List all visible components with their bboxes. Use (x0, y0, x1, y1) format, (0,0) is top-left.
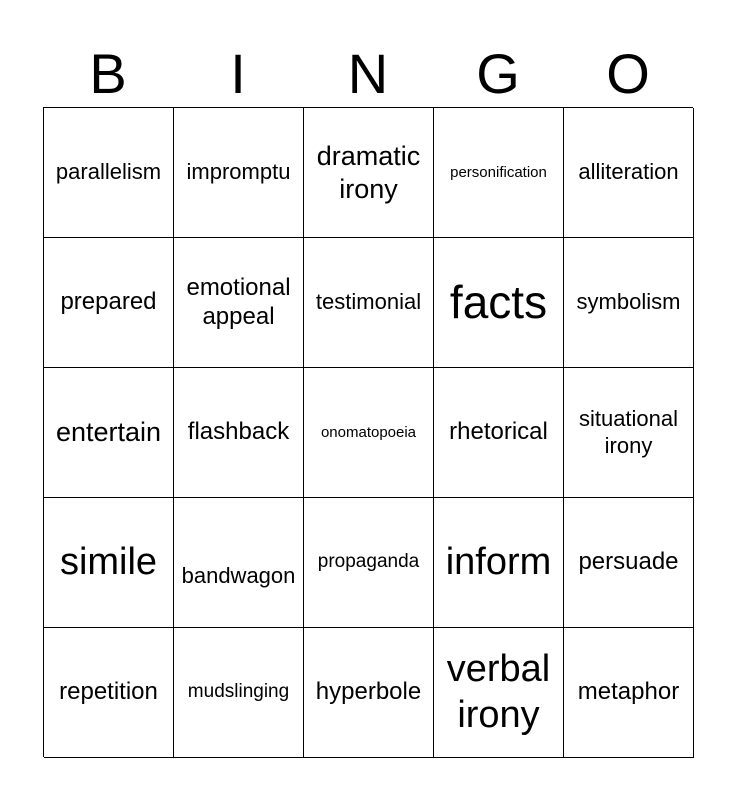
bingo-cell[interactable] (564, 108, 694, 238)
cell-text: onomatopoeia (320, 423, 417, 441)
cell-text: testimonial (315, 289, 422, 315)
bingo-cell[interactable] (174, 628, 304, 758)
cell-text: metaphor (577, 678, 680, 706)
cell-text: dramatic irony (316, 141, 421, 204)
bingo-cell[interactable] (564, 498, 694, 628)
bingo-cell[interactable] (44, 108, 174, 238)
header-letter-i: I (230, 42, 246, 105)
bingo-cell[interactable] (434, 238, 564, 368)
bingo-cell[interactable] (44, 498, 174, 628)
bingo-cell[interactable] (304, 628, 434, 758)
cell-text: persuade (578, 548, 679, 576)
cell-text: simile (59, 540, 158, 583)
bingo-cell[interactable] (434, 368, 564, 498)
cell-text: mudslinging (187, 681, 290, 703)
bingo-cell[interactable] (174, 498, 304, 628)
cell-text: parallelism (55, 159, 162, 185)
bingo-cell[interactable] (44, 368, 174, 498)
bingo-cell[interactable] (44, 628, 174, 758)
header-letter-b: B (89, 42, 127, 105)
cell-text: situational irony (578, 406, 679, 458)
cell-text: rhetorical (449, 418, 548, 446)
cell-text: personification (450, 163, 547, 181)
bingo-cell[interactable] (434, 498, 564, 628)
bingo-cell[interactable] (304, 238, 434, 368)
bingo-cell[interactable] (564, 628, 694, 758)
bingo-cell[interactable] (564, 368, 694, 498)
cell-text: symbolism (576, 289, 681, 315)
cell-text: verbal irony (446, 647, 551, 736)
bingo-cell[interactable] (174, 108, 304, 238)
bingo-cell[interactable] (304, 498, 434, 628)
bingo-cell[interactable] (44, 238, 174, 368)
bingo-header (43, 40, 693, 108)
cell-text: facts (449, 275, 548, 328)
bingo-cell[interactable] (304, 368, 434, 498)
bingo-cell[interactable] (174, 368, 304, 498)
cell-text: inform (445, 540, 552, 583)
header-letter-g: G (476, 42, 520, 105)
cell-text: flashback (187, 418, 290, 446)
bingo-cell[interactable] (434, 628, 564, 758)
bingo-board (43, 107, 693, 757)
cell-text: prepared (60, 288, 157, 316)
cell-text: emotional appeal (186, 273, 291, 330)
cell-text: bandwagon (181, 563, 296, 589)
bingo-cell[interactable] (174, 238, 304, 368)
bingo-cell[interactable] (564, 238, 694, 368)
cell-text: entertain (55, 417, 162, 448)
header-letter-o: O (606, 42, 650, 105)
cell-text: alliteration (578, 159, 679, 185)
cell-text: impromptu (186, 159, 291, 185)
header-letter-n: N (347, 42, 389, 105)
bingo-cell[interactable] (304, 108, 434, 238)
cell-text: hyperbole (315, 678, 422, 706)
cell-text: repetition (59, 678, 158, 706)
cell-text: propaganda (317, 551, 420, 573)
bingo-cell[interactable] (434, 108, 564, 238)
